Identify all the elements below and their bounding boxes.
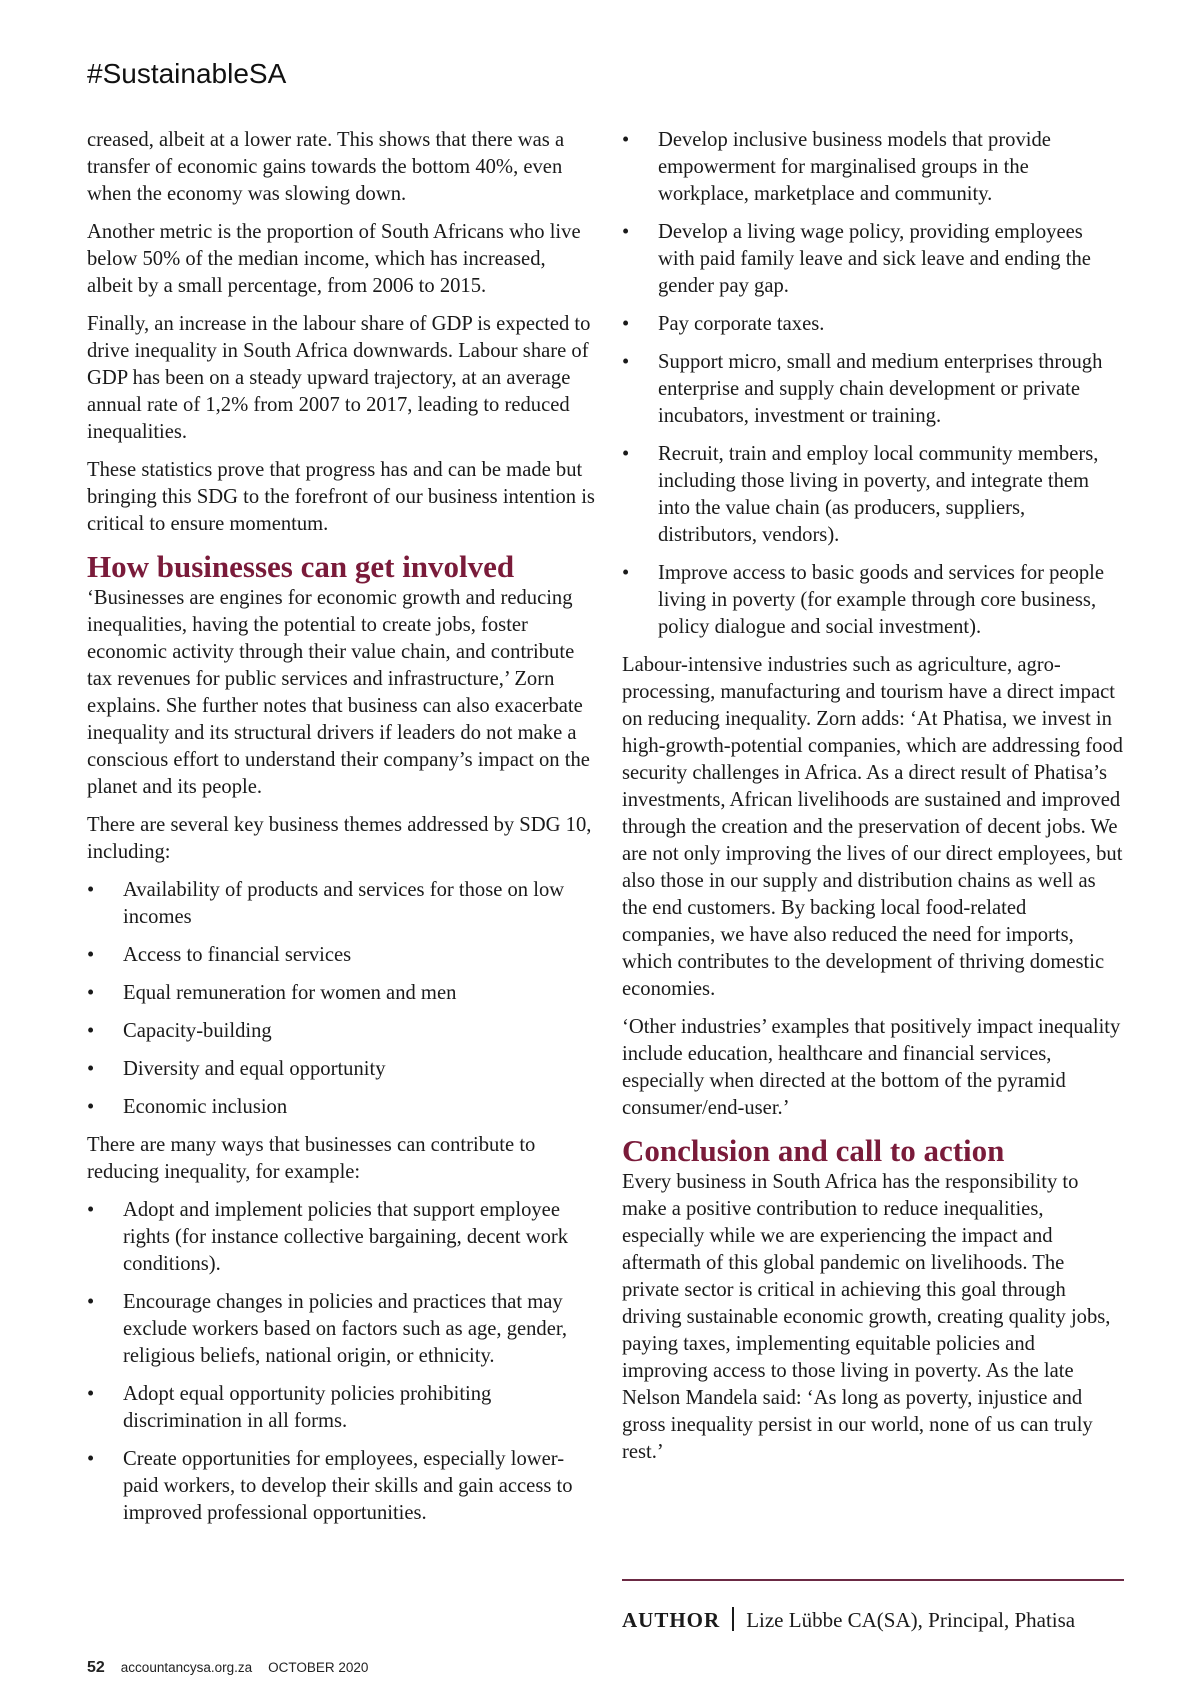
left-column <box>87 127 595 1538</box>
author-divider <box>622 1579 1124 1581</box>
list-item: • Pay corporate taxes. <box>622 311 1124 338</box>
paragraph: ‘Other industries’ examples that positively impact inequality include education, healthcare and financial services, especially when directed at the bottom of the pyramid consumer/end-user.’ <box>622 1016 1121 1119</box>
paragraph: There are several key business themes addressed by SDG 10, including: <box>87 814 592 863</box>
page-footer <box>87 1659 368 1677</box>
list-item: • Economic inclusion <box>87 1094 595 1121</box>
paragraph: Another metric is the proportion of South Africans who live below 50% of the median income, which has increased, albeit by a small percentage, from 2006 to 2015. <box>87 221 581 297</box>
section-heading-involved: How businesses can get involved <box>87 549 515 584</box>
paragraph: ‘Businesses are engines for economic growth and reducing inequalities, having the potential to create jobs, foster economic activity through their value chain, and contribute tax revenues for public services and infrastructure,’ Zorn explains. She further notes that business can also exacerbate inequality and its structural drivers if leaders do not make a conscious effort to understand their company’s impact on the planet and its people. <box>87 587 590 798</box>
list-item: • Diversity and equal opportunity <box>87 1056 595 1083</box>
list-item: • Create opportunities for employees, especially lower-paid workers, to develop their skills and gain access to improved professional opportunities. <box>87 1446 595 1527</box>
list-item: • Capacity-building <box>87 1018 595 1045</box>
paragraph: These statistics prove that progress has and can be made but bringing this SDG to the forefront of our business intention is critical to ensure momentum. <box>87 459 595 535</box>
paragraph: creased, albeit at a lower rate. This shows that there was a transfer of economic gains towards the bottom 40%, even when the economy was slowing down. <box>87 129 565 205</box>
footer-website: accountancysa.org.za <box>120 1660 253 1675</box>
list-item: • Adopt and implement policies that support employee rights (for instance collective bargaining, decent work conditions). <box>87 1197 595 1278</box>
right-column <box>622 127 1124 1477</box>
paragraph: Every business in South Africa has the responsibility to make a positive contribution to reduce inequalities, especially while we are experiencing the impact and aftermath of this global pandemic on livelihoods. The private sector is critical in achieving this goal through driving sustainable economic growth, creating quality jobs, paying taxes, implementing equitable policies and improving access to those living in poverty. As the late Nelson Mandela said: ‘As long as poverty, injustice and gross inequality persist in our world, none of us can truly rest.’ <box>622 1171 1111 1463</box>
ways-list-continued <box>622 127 1124 641</box>
list-item: • Access to financial services <box>87 942 595 969</box>
list-item: • Adopt equal opportunity policies prohibiting discrimination in all forms. <box>87 1381 595 1435</box>
footer-date: OCTOBER 2020 <box>268 1660 369 1675</box>
author-name: Lize Lübbe CA(SA), Principal, Phatisa <box>746 1608 1076 1632</box>
list-item: • Support micro, small and medium enterprises through enterprise and supply chain development or private incubators, investment or training. <box>622 349 1124 430</box>
page-number: 52 <box>87 1659 105 1676</box>
list-item: • Develop a living wage policy, providing employees with paid family leave and sick leave and ending the gender pay gap. <box>622 219 1124 300</box>
author-label: AUTHOR <box>622 1608 721 1632</box>
author-separator <box>732 1607 734 1631</box>
section-tag: #SustainableSA <box>87 58 287 89</box>
list-item: • Improve access to basic goods and services for people living in poverty (for example through core business, policy dialogue and social investment). <box>622 560 1124 641</box>
list-item: • Recruit, train and employ local community members, including those living in poverty, and integrate them into the value chain (as producers, suppliers, distributors, vendors). <box>622 441 1124 549</box>
themes-list <box>87 877 595 1121</box>
ways-list <box>87 1197 595 1527</box>
paragraph: There are many ways that businesses can contribute to reducing inequality, for example: <box>87 1134 536 1183</box>
list-item: • Encourage changes in policies and practices that may exclude workers based on factors such as age, gender, religious beliefs, national origin, or ethnicity. <box>87 1289 595 1370</box>
author-credit <box>622 1606 1132 1634</box>
paragraph: Labour-intensive industries such as agriculture, agro-processing, manufacturing and tourism have a direct impact on reducing inequality. Zorn adds: ‘At Phatisa, we invest in high-growth-potential companies, which are addressing food security challenges in Africa. As a direct result of Phatisa’s investments, African livelihoods are sustained and improved through the creation and the preservation of decent jobs. We are not only improving the lives of our direct employees, but also those in our supply and distribution chains as well as the end customers. By backing local food-related companies, we have also reduced the need for imports, which contributes to the development of thriving domestic economies. <box>622 654 1123 1000</box>
list-item: • Equal remuneration for women and men <box>87 980 595 1007</box>
section-heading-conclusion: Conclusion and call to action <box>622 1133 1005 1168</box>
paragraph: Finally, an increase in the labour share of GDP is expected to drive inequality in South Africa downwards. Labour share of GDP has been on a steady upward trajectory, at an average annual rate of 1,2% from 2007 to 2017, leading to reduced inequalities. <box>87 313 591 443</box>
list-item: • Availability of products and services for those on low incomes <box>87 877 595 931</box>
list-item: • Develop inclusive business models that provide empowerment for marginalised groups in the workplace, marketplace and community. <box>622 127 1124 208</box>
